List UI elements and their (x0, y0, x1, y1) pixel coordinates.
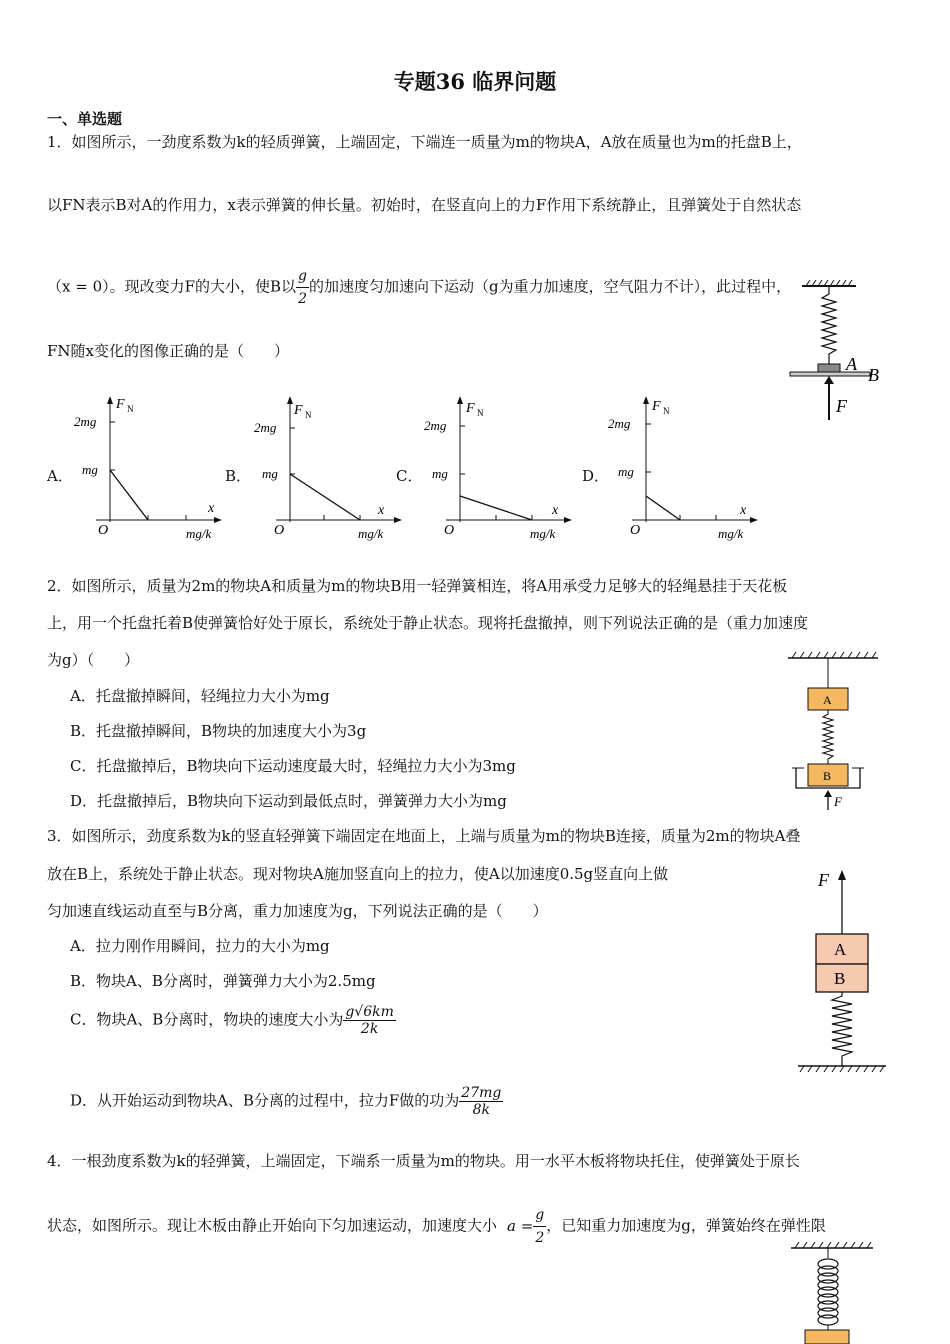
svg-text:x: x (378, 503, 385, 518)
q3-option-b[interactable]: B．物块A、B分离时，弹簧弹力大小为2.5mg (70, 972, 376, 990)
svg-text:2mg: 2mg (608, 416, 631, 431)
svg-text:mg: mg (618, 464, 634, 479)
q4-fraction: $\frac{g}{2}$ (533, 1204, 546, 1249)
svg-text:F: F (294, 403, 303, 418)
q1-line-1: 1．如图所示，一劲度系数为k的轻质弹簧，上端固定，下端连一质量为m的物块A，A放在质量也为m的托盘B上， (47, 133, 802, 151)
q4-spring-figure (785, 1236, 885, 1344)
q3-d-fraction: $\frac{27mg}{8k}$ (461, 1085, 502, 1118)
svg-text:O: O (444, 523, 455, 538)
svg-text:2mg: 2mg (424, 418, 447, 433)
page-title: 专题36 临界问题 (393, 69, 557, 94)
svg-text:mg/k: mg/k (186, 526, 212, 541)
svg-text:mg/k: mg/k (358, 526, 384, 541)
q1-line-3a: （x = 0）。现改变力F的大小，使B以 (47, 277, 297, 296)
q2-line-3: 为g）（ ） (47, 651, 140, 669)
q3-option-c[interactable]: C．物块A、B分离时，物块的速度大小为 $\frac{g√6km}{2k}$ (70, 1004, 394, 1037)
q1-fig-label-b: B (868, 365, 879, 385)
svg-text:N: N (127, 404, 134, 414)
svg-text:O: O (274, 523, 285, 538)
svg-text:2mg: 2mg (74, 414, 97, 429)
q2-hanging-figure (782, 648, 882, 813)
svg-text:x: x (208, 501, 215, 516)
q1-graph-d (606, 392, 766, 542)
q3-stack-figure (790, 866, 890, 1076)
q2-line-1: 2．如图所示，质量为2m的物块A和质量为m的物块B用一轻弹簧相连，将A用承受力足够大的轻绳悬挂于天花板 (47, 577, 788, 595)
q1-option-b[interactable]: B． (225, 467, 252, 485)
svg-text:mg: mg (262, 466, 278, 481)
svg-text:O: O (98, 523, 109, 538)
q3-c-fraction: $\frac{g√6km}{2k}$ (345, 1004, 394, 1037)
svg-text:N: N (305, 410, 312, 420)
q1-option-a[interactable]: A． (47, 467, 73, 485)
svg-text:A: A (834, 940, 847, 959)
svg-text:mg: mg (432, 466, 448, 481)
q1-graph-b (250, 392, 410, 542)
q3-line-1: 3．如图所示，劲度系数为k的竖直轻弹簧下端固定在地面上，上端与质量为m的物块B连接，质量为2m的物块A叠 (47, 827, 801, 845)
q4-line-1: 4．一根劲度系数为k的轻弹簧，上端固定，下端系一质量为m的物块。用一水平木板将物块托住，使弹簧处于原长 (47, 1152, 800, 1170)
svg-text:x: x (552, 503, 559, 518)
q2-option-d[interactable]: D．托盘撤掉后，B物块向下运动到最低点时，弹簧弹力大小为mg (70, 792, 507, 810)
q2-option-c[interactable]: C．托盘撤掉后，B物块向下运动速度最大时，轻绳拉力大小为3mg (70, 757, 516, 775)
q1-line-2: 以FN表示B对A的作用力，x表示弹簧的伸长量。初始时，在竖直向上的力F作用下系统静止，且弹簧处于自然状态 (47, 196, 802, 214)
svg-text:F: F (652, 399, 661, 414)
q1-spring-figure (780, 280, 890, 425)
svg-text:B: B (823, 769, 832, 783)
q1-line-3 (47, 265, 791, 310)
q3-option-a[interactable]: A．拉力刚作用瞬间，拉力的大小为mg (70, 937, 330, 955)
q3-line-3: 匀加速直线运动直至与B分离，重力加速度为g，下列说法正确的是（ ） (47, 902, 548, 920)
q4-line-2: 状态，如图所示。现让木板由静止开始向下匀加速运动，加速度大小 a = $\frac{g}{2}$ ，已知重力加速度为g，弹簧始终在弹性限 (47, 1204, 826, 1249)
svg-text:N: N (663, 406, 670, 416)
svg-text:F: F (466, 401, 475, 416)
svg-text:2mg: 2mg (254, 420, 277, 435)
svg-text:mg/k: mg/k (530, 526, 556, 541)
q1-option-d[interactable]: D． (582, 467, 610, 485)
svg-text:B: B (834, 969, 846, 988)
svg-text:mg: mg (82, 462, 98, 477)
q3-line-2: 放在B上，系统处于静止状态。现对物块A施加竖直向上的拉力，使A以加速度0.5g竖直向上做 (47, 865, 669, 883)
q1-option-c[interactable]: C． (396, 467, 423, 485)
svg-text:A: A (823, 693, 832, 707)
svg-text:mg/k: mg/k (718, 526, 744, 541)
svg-text:N: N (477, 408, 484, 418)
svg-text:F: F (116, 397, 125, 412)
section-heading: 一、单选题 (47, 110, 123, 128)
q1-line-3b: 的加速度匀加速向下运动（g为重力加速度，空气阻力不计），此过程中， (309, 277, 792, 296)
q1-graph-c (420, 392, 580, 542)
svg-text:O: O (630, 523, 641, 538)
q1-fraction: $\frac{g}{2}$ (296, 265, 309, 310)
q1-line-4: FN随x变化的图像正确的是（ ） (47, 342, 289, 360)
q2-option-a[interactable]: A．托盘撤掉瞬间，轻绳拉力大小为mg (70, 687, 330, 705)
q2-line-2: 上，用一个托盘托着B使弹簧恰好处于原长，系统处于静止状态。现将托盘撤掉，则下列说法正确的是（重力加速度 (47, 614, 809, 632)
q1-graph-a (70, 392, 230, 542)
q2-option-b[interactable]: B．托盘撤掉瞬间，B物块的加速度大小为3g (70, 722, 367, 740)
q3-option-d[interactable]: D．从开始运动到物块A、B分离的过程中，拉力F做的功为 $\frac{27mg}{8k}$ (70, 1085, 502, 1118)
q1-fig-label-f: F (836, 396, 847, 416)
svg-text:F: F (834, 794, 842, 809)
svg-text:x: x (740, 503, 747, 518)
q1-fig-label-a: A (846, 354, 857, 374)
svg-text:F: F (818, 870, 829, 890)
